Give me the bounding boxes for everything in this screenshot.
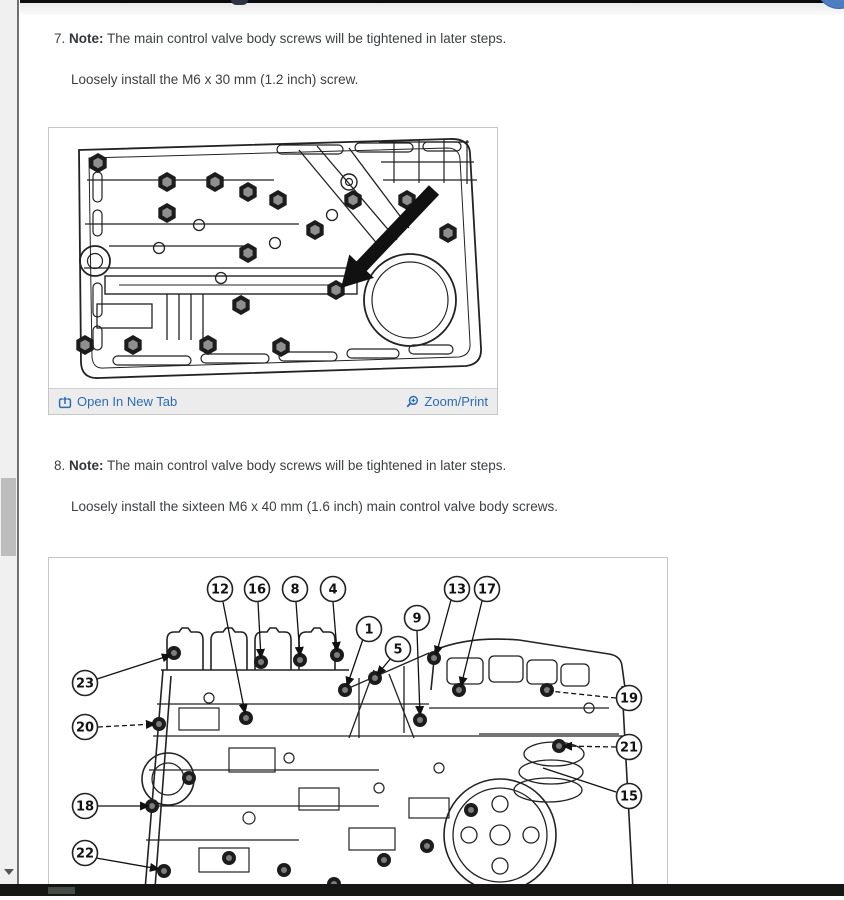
svg-text:5: 5 xyxy=(393,642,403,658)
callout-22 xyxy=(73,841,98,866)
svg-text:16: 16 xyxy=(247,582,267,598)
step-7-number: 7. xyxy=(54,31,66,46)
callout-13 xyxy=(445,577,470,602)
svg-text:4: 4 xyxy=(328,582,338,598)
callout-20 xyxy=(73,715,98,740)
svg-text:20: 20 xyxy=(75,720,95,736)
step-7-instruction: Loosely install the M6 x 30 mm (1.2 inch) screw. xyxy=(71,72,359,87)
step-7-note xyxy=(54,31,794,46)
svg-text:19: 19 xyxy=(619,691,639,707)
svg-text:21: 21 xyxy=(619,740,639,756)
taskbar-button[interactable] xyxy=(48,887,75,894)
dark-circle-icon xyxy=(231,0,248,5)
callout-23 xyxy=(73,671,98,696)
step-8-number: 8. xyxy=(54,458,66,473)
magnifier-plus-icon xyxy=(405,395,419,409)
step-8-note xyxy=(54,458,794,473)
callout-17 xyxy=(475,577,500,602)
figure-1-image[interactable] xyxy=(49,128,497,388)
svg-text:8: 8 xyxy=(290,582,300,598)
zoom-print-label: Zoom/Print xyxy=(424,394,488,409)
screw-bolts xyxy=(145,646,566,891)
callout-5 xyxy=(386,637,411,662)
svg-text:13: 13 xyxy=(447,582,467,598)
chevron-down-icon[interactable] xyxy=(4,869,14,875)
callout-8 xyxy=(283,577,308,602)
callout-21 xyxy=(617,735,642,760)
open-in-new-tab-icon xyxy=(58,395,72,409)
callout-19 xyxy=(617,686,642,711)
figure-2-frame xyxy=(48,557,668,896)
svg-text:22: 22 xyxy=(75,846,95,862)
left-scrollbar[interactable] xyxy=(0,0,19,896)
note-label: Note: xyxy=(69,31,104,46)
scrollbar-thumb[interactable] xyxy=(1,478,16,556)
svg-text:23: 23 xyxy=(75,676,95,692)
callout-18 xyxy=(73,794,98,819)
figure-2-image[interactable] xyxy=(49,558,667,895)
valve-body-diagram-2 xyxy=(49,558,667,895)
callout-9 xyxy=(405,606,430,631)
callout-12 xyxy=(208,577,233,602)
note-label: Note: xyxy=(69,458,104,473)
svg-text:12: 12 xyxy=(210,582,230,598)
valve-body-diagram-1 xyxy=(49,128,497,388)
toolbar-bottom-band xyxy=(20,3,844,15)
svg-text:1: 1 xyxy=(364,622,374,638)
bottom-taskbar xyxy=(0,884,844,896)
callout-4 xyxy=(321,577,346,602)
svg-text:9: 9 xyxy=(412,611,422,627)
step-8-instruction: Loosely install the sixteen M6 x 40 mm (1.6 inch) main control valve body screws. xyxy=(71,499,558,514)
svg-text:15: 15 xyxy=(619,789,639,805)
open-in-new-tab-label: Open In New Tab xyxy=(77,394,178,409)
svg-text:18: 18 xyxy=(75,799,95,815)
figure-1-frame xyxy=(48,127,498,415)
svg-text:17: 17 xyxy=(477,582,497,598)
note-text: The main control valve body screws will be tightened in later steps. xyxy=(107,458,507,473)
callout-16 xyxy=(245,577,270,602)
figure-1-toolbar xyxy=(49,388,497,414)
zoom-print-link[interactable] xyxy=(405,394,488,409)
callout-15 xyxy=(617,784,642,809)
valve-body-outline xyxy=(142,628,633,891)
note-text: The main control valve body screws will be tightened in later steps. xyxy=(107,31,507,46)
callout-1 xyxy=(357,617,382,642)
open-in-new-tab-link[interactable] xyxy=(58,394,177,409)
